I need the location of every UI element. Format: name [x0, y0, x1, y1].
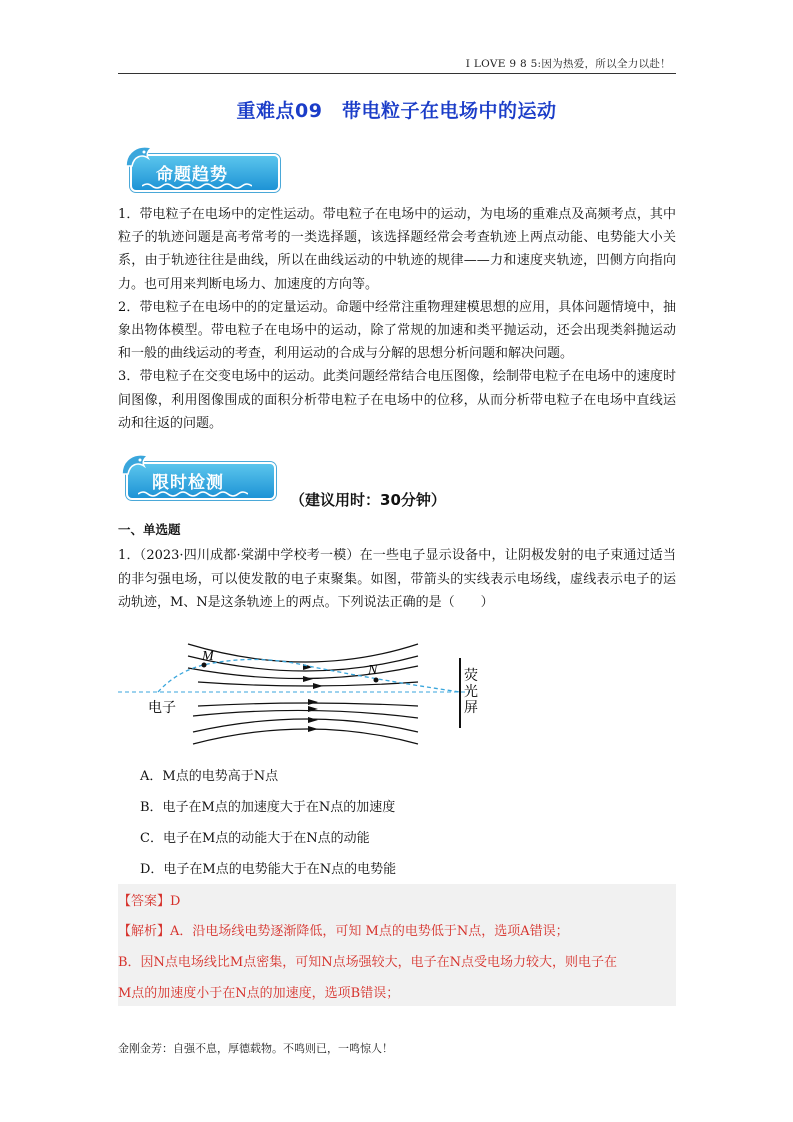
explanation-line: 【解析】A．沿电场线电势逐渐降低，可知 M点的电势低于N点，选项A错误；: [118, 924, 569, 939]
option-c[interactable]: C．电子在M点的动能大于在N点的动能: [140, 831, 370, 846]
explanation-line: M点的加速度小于在N点的加速度，选项B错误；: [118, 986, 400, 1001]
banner-label: 限时检测: [152, 473, 224, 493]
explanation-line: B．因N点电场线比M点密集，可知N点场强较大，电子在N点受电场力较大，则电子在: [118, 955, 617, 970]
question-stem: 1．（2023·四川成都·棠湖中学校考一模）在一些电子显示设备中，让阴极发射的电子束通过适当的非匀强电场，可以使发散的电子束聚集。如图，带箭头的实线表示电场线，虚线表示电子的运动轨迹，M、N是这条轨迹上的两点。下列说法正确的是（ ）: [118, 548, 676, 610]
suggested-time: （建议用时：30分钟）: [290, 491, 446, 509]
arrow-icon: [303, 676, 313, 682]
option-a[interactable]: A．M点的电势高于N点: [140, 769, 279, 784]
banner-test: [122, 454, 272, 498]
label-N: N: [368, 663, 378, 678]
field-line: [193, 710, 418, 718]
point-N: [374, 678, 379, 683]
label-screen-char: 屏: [464, 700, 478, 716]
arrow-icon: [308, 699, 318, 705]
answer-line: 【答案】D: [118, 894, 181, 909]
header-motto: I LOVE 9 8 5:因为热爱，所以全力以赴！: [465, 58, 671, 70]
field-line: [193, 719, 418, 732]
label-M: M: [202, 649, 214, 664]
trend-paragraph-2: 2．带电粒子在电场中的的定量运动。命题中经常注重物理建模思想的应用，具体问题情境中，抽象出物体模型。带电粒子在电场中的运动，除了常规的加速和类平抛运动，还会出现类斜抛运动和一般的曲线运动的考查，利用运动的合成与分解的思想分析问题和解决问题。: [118, 299, 676, 362]
trend-paragraph-3: 3．带电粒子在交变电场中的运动。此类问题经常结合电压图像，绘制带电粒子在电场中的速度时间图像，利用图像围成的面积分析带电粒子在电场中的位移，从而分析带电粒子在电场中直线运动和往返的问题。: [118, 369, 676, 431]
electric-field-figure: [118, 640, 498, 750]
field-line: [193, 729, 418, 744]
banner-trend: [126, 146, 276, 190]
label-electron: 电子: [148, 700, 176, 716]
arrow-icon: [308, 717, 318, 723]
footer-motto: 金刚金芳：自强不息，厚德载物。不鸣则已，一鸣惊人！: [118, 1042, 393, 1055]
option-d[interactable]: D．电子在M点的电势能大于在N点的电势能: [140, 862, 397, 877]
wave-decoration-icon: [138, 490, 248, 498]
header-divider: [118, 73, 676, 74]
wave-decoration-icon: [142, 182, 252, 190]
option-b[interactable]: B．电子在M点的加速度大于在N点的加速度: [140, 800, 396, 815]
arrow-icon: [308, 726, 318, 732]
section-heading: 一、单选题: [118, 522, 181, 537]
page-title: 重难点09 带电粒子在电场中的运动: [236, 100, 557, 122]
trend-text: [118, 203, 676, 435]
field-line: [198, 682, 418, 686]
label-screen-char: 光: [464, 684, 478, 700]
field-line: [188, 644, 418, 662]
trend-paragraph-1: 1．带电粒子在电场中的定性运动。带电粒子在电场中的运动，为电场的重难点及高频考点，其中粒子的轨迹问题是高考常考的一类选择题，该选择题经常会考查轨迹上两点动能、电势能大小关系，由于轨迹往往是曲线，所以在曲线运动的中轨迹的规律——力和速度夹轨迹，凹侧方向指向力。也可用来判断电场力、加速度的方向等。: [118, 207, 676, 292]
arrow-icon: [313, 683, 323, 689]
banner-label: 命题趋势: [156, 165, 228, 185]
label-screen-char: 荧: [464, 668, 478, 684]
